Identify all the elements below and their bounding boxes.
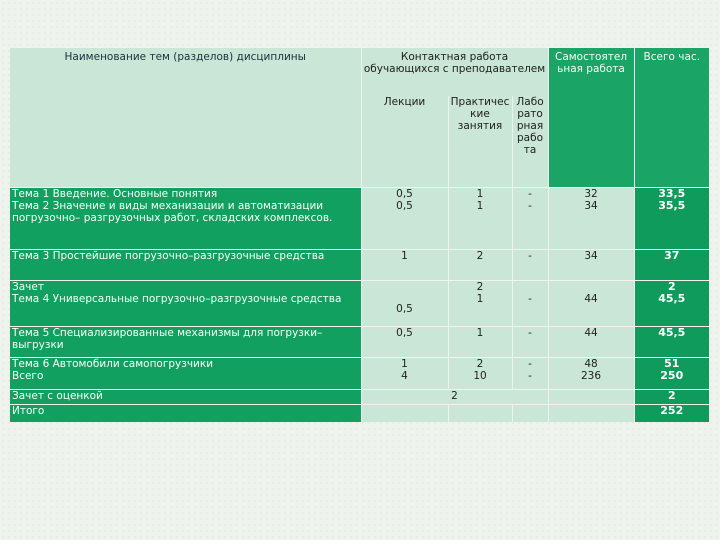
topic-name-cell: Тема 3 Простейшие погрузочно–разгрузочные средства (10, 249, 361, 280)
total-cell: 2 (634, 389, 709, 404)
lectures-cell: 0,5 0,5 (361, 187, 448, 249)
table-row (10, 280, 709, 326)
topic-name-cell: Тема 1 Введение. Основные понятия Тема 2 Значение и виды механизации и автоматизации погрузочно– разгрузочных работ, складских комплексов. (10, 187, 361, 249)
lectures-cell: 0,5 (361, 326, 448, 357)
header-practical: Практичес кие занятия (448, 96, 512, 187)
lab-cell: - (512, 326, 548, 357)
total-cell: 51 250 (634, 357, 709, 389)
total-cell: 252 (634, 404, 709, 422)
self-study-cell: 48 236 (548, 357, 634, 389)
practical-cell: 2 1 (448, 280, 512, 326)
self-study-cell: 44 (548, 280, 634, 326)
lectures-cell: 0,5 (361, 280, 448, 326)
table-row (10, 326, 709, 357)
self-study-cell (548, 404, 634, 422)
lectures-cell: 1 (361, 249, 448, 280)
self-study-cell: 34 (548, 249, 634, 280)
header-lectures: Лекции (361, 96, 448, 187)
practical-cell: 2 10 (448, 357, 512, 389)
lab-cell: - - (512, 357, 548, 389)
lectures-cell: 1 4 (361, 357, 448, 389)
practical-cell (448, 404, 512, 422)
lectures-cell (361, 404, 448, 422)
practical-cell: 2 (361, 389, 548, 404)
table-row (10, 249, 709, 280)
self-study-cell: 32 34 (548, 187, 634, 249)
topic-name-cell: Тема 6 Автомобили самопогрузчики Всего (10, 357, 361, 389)
practical-cell: 2 (448, 249, 512, 280)
topic-name-cell: Зачет Тема 4 Универсальные погрузочно–разгрузочные средства (10, 280, 361, 326)
practical-cell: 1 1 (448, 187, 512, 249)
total-cell: 33,5 35,5 (634, 187, 709, 249)
table-row (10, 357, 709, 389)
topic-name-cell: Тема 5 Специализированные механизмы для погрузки–выгрузки (10, 326, 361, 357)
self-study-cell: 44 (548, 326, 634, 357)
discipline-hours-table (10, 48, 709, 422)
topic-name-cell: Итого (10, 404, 361, 422)
total-cell: 45,5 (634, 326, 709, 357)
lab-cell: - (512, 280, 548, 326)
header-contact-work: Контактная работа обучающихся с преподавателем (361, 48, 548, 96)
header-topic-name: Наименование тем (разделов) дисциплины (10, 48, 361, 187)
header-self-study: Самостоятел ьная работа (548, 48, 634, 187)
header-lab: Лабо рато рная рабо та (512, 96, 548, 187)
self-study-cell (548, 389, 634, 404)
total-cell: 2 45,5 (634, 280, 709, 326)
topic-name-cell: Зачет с оценкой (10, 389, 361, 404)
table-row (10, 404, 709, 422)
total-cell: 37 (634, 249, 709, 280)
lab-cell: - (512, 249, 548, 280)
table-row (10, 389, 709, 404)
table-row (10, 187, 709, 249)
lab-cell (512, 404, 548, 422)
practical-cell: 1 (448, 326, 512, 357)
lab-cell: - - (512, 187, 548, 249)
header-total-hours: Всего час. (634, 48, 709, 187)
